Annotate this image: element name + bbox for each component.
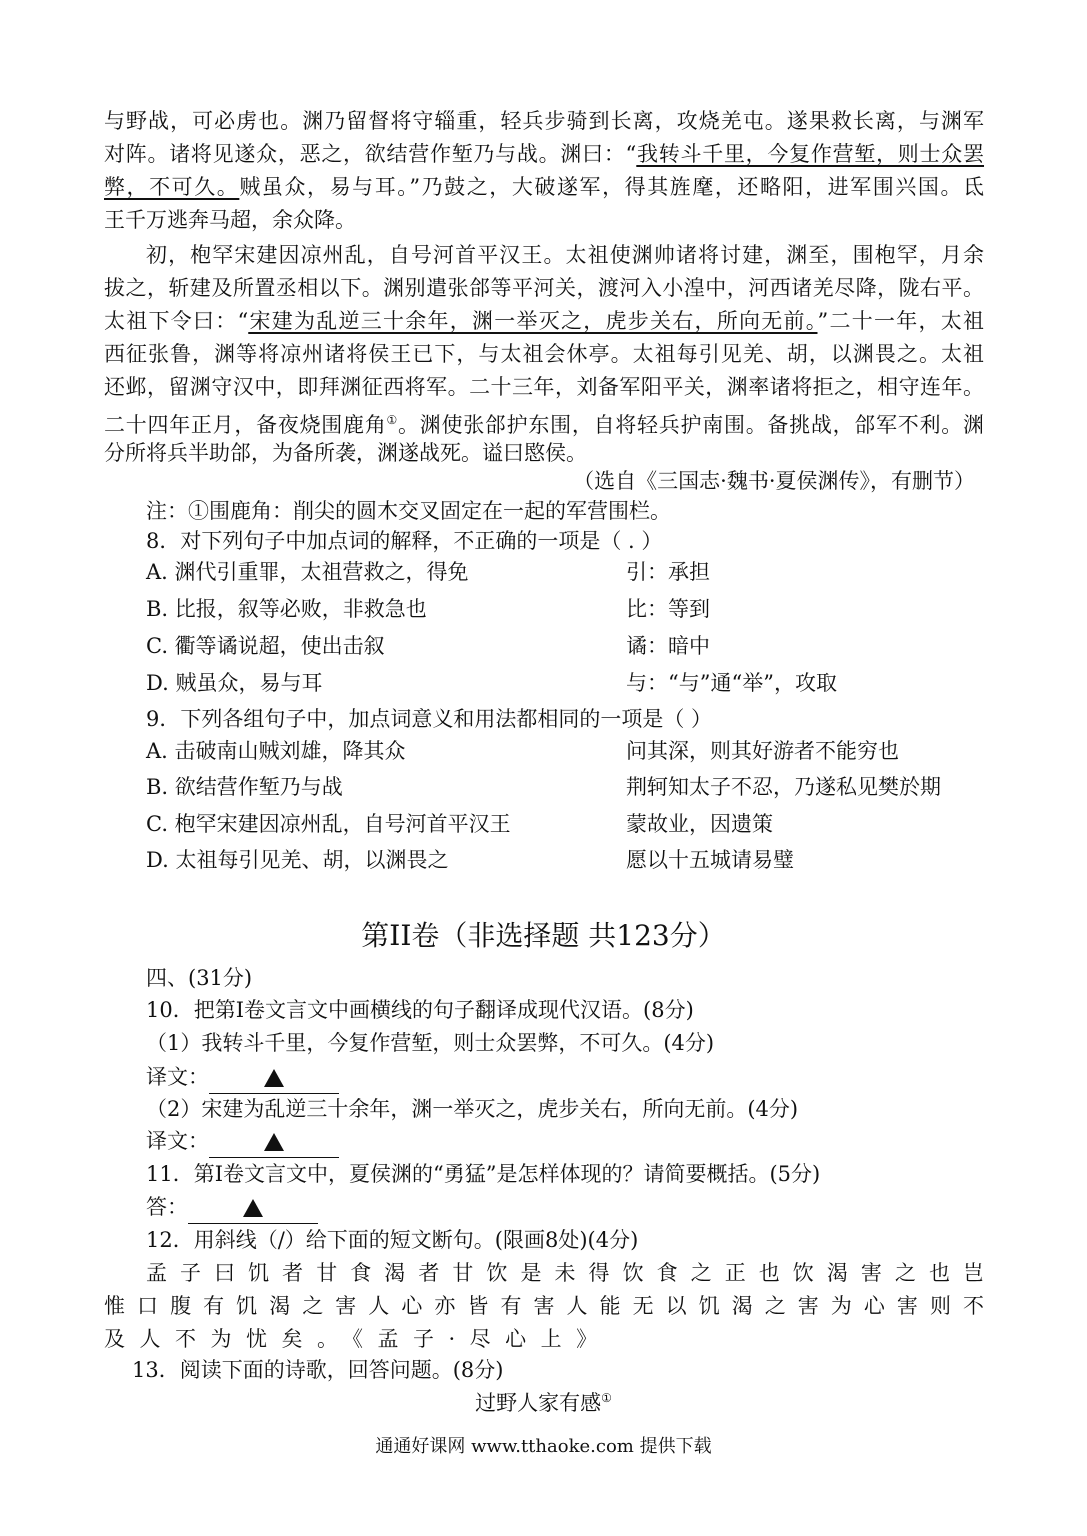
q9-option-b: B. 欲结营作堑乃与战 — [146, 775, 343, 799]
q8-option-d-explain: 与：“与”通“举”，攻取 — [626, 671, 837, 695]
q9-option-a-compare: 问其深，则其好游者不能穷也 — [626, 739, 899, 763]
q8-option-b: B. 比报，叙等必败，非救急也 — [146, 597, 427, 621]
passage-text: 。渊使张郃护东围，自将轻兵护南围。备挑战，郃军不利。渊 — [398, 413, 984, 437]
answer-row — [146, 1193, 318, 1222]
passage-line: 西征张鲁，渊等将凉州诸将侯王已下，与太祖会休亭。太祖每引见羌、胡，以渊畏之。太祖 — [104, 342, 984, 366]
underlined-sentence: 我转斗千里，今复作营堑，则士众罢 — [636, 142, 985, 166]
source-citation: （选自《三国志·魏书·夏侯渊传》，有删节） — [573, 469, 975, 493]
passage-line: 拔之，斩建及所置丞相以下。渊别遣张郃等平河关，渡河入小湟中，河西诸羌尽降，陇右平。 — [104, 276, 984, 300]
triangle-icon — [264, 1069, 284, 1087]
q9-option-b-compare: 荆轲知太子不忍，乃遂私见樊於期 — [626, 775, 941, 799]
passage-line: 还邺，留渊守汉中，即拜渊征西将军。二十三年，刘备军阳平关，渊率诸将拒之，相守连年。 — [104, 375, 984, 399]
passage-text: ”二十一年，太祖 — [817, 309, 984, 333]
punctuation-text-line: 及人不为忧矣。《孟子·尽心上》 — [104, 1327, 612, 1351]
passage-line — [104, 140, 984, 168]
q8-option-c: C. 衢等谲说超，使出击叙 — [146, 634, 385, 658]
q8-option-d: D. 贼虽众，易与耳 — [146, 671, 323, 695]
answer-blank[interactable] — [209, 1065, 339, 1094]
q9-option-d-compare: 愿以十五城请易璧 — [626, 848, 794, 872]
answer-blank[interactable] — [188, 1195, 318, 1224]
q8-option-b-explain: 比：等到 — [626, 597, 710, 621]
underlined-sentence: 弊，不可久。 — [104, 175, 240, 199]
passage-line: 初，枹罕宋建因凉州乱，自号河首平汉王。太祖使渊帅诸将讨建，渊至，围枹罕，月余 — [146, 243, 984, 267]
passage-text: 太祖下令曰：“ — [104, 309, 249, 333]
question-8-stem: 8．对下列句子中加点词的解释，不正确的一项是（ . ） — [146, 529, 663, 553]
answer-label: 答： — [146, 1195, 188, 1219]
passage-line — [104, 173, 984, 201]
poem-title-text: 过野人家有感 — [475, 1391, 602, 1415]
underlined-sentence: 宋建为乱逆三十余年，渊一举灭之，虎步关右，所向无前。 — [248, 309, 818, 333]
answer-blank[interactable] — [209, 1129, 339, 1158]
punctuation-text-line: 孟子曰饥者甘食渴者甘饮是未得饮食之正也饮渴害之也岂 — [146, 1261, 984, 1285]
q9-option-a: A. 击破南山贼刘雄，降其众 — [146, 739, 406, 763]
q8-option-c-explain: 谲：暗中 — [626, 634, 710, 658]
passage-text: 对阵。诸将见遂众，恶之，欲结营作堑乃与战。渊曰：“ — [104, 142, 637, 166]
question-11-stem: 11．第I卷文言文中，夏侯渊的“勇猛”是怎样体现的？请简要概括。(5分) — [146, 1162, 821, 1186]
question-9-stem: 9．下列各组句子中，加点词意义和用法都相同的一项是（ ） — [146, 707, 713, 731]
passage-line — [104, 307, 984, 335]
passage-text: 二十四年正月，备夜烧围鹿角 — [104, 413, 387, 437]
question-10-2: （2）宋建为乱逆三十余年，渊一举灭之，虎步关右，所向无前。(4分) — [146, 1097, 799, 1121]
footnote-marker: ① — [601, 1391, 612, 1405]
translate-label: 译文： — [146, 1129, 209, 1153]
passage-text: 贼虽众，易与耳。”乃鼓之，大破遂军，得其旌麾，还略阳，进军围兴国。氐 — [239, 175, 985, 199]
passage-line — [104, 406, 984, 439]
q9-option-c-compare: 蒙故业，因遗策 — [626, 812, 773, 836]
footnote-marker: ① — [386, 413, 398, 427]
footnote: 注：①围鹿角：削尖的圆木交叉固定在一起的军营围栏。 — [146, 499, 671, 523]
translate-label: 译文： — [146, 1065, 209, 1089]
poem-title — [0, 1387, 1087, 1417]
question-10-stem: 10．把第I卷文言文中画横线的句子翻译成现代汉语。(8分) — [146, 998, 694, 1022]
q9-option-c: C. 枹罕宋建因凉州乱，自号河首平汉王 — [146, 812, 511, 836]
translate-row — [146, 1127, 339, 1156]
part-heading: 四、(31分) — [146, 966, 253, 990]
page-footer: 通通好课网 www.tthaoke.com 提供下载 — [375, 1436, 712, 1457]
triangle-icon — [264, 1133, 284, 1151]
triangle-icon — [243, 1199, 263, 1217]
q8-option-a-explain: 引：承担 — [626, 560, 710, 584]
passage-line: 与野战，可必虏也。渊乃留督将守辎重，轻兵步骑到长离，攻烧羌屯。遂果救长离，与渊军 — [104, 109, 984, 133]
q9-option-d: D. 太祖每引见羌、胡，以渊畏之 — [146, 848, 449, 872]
passage-line: 分所将兵半助郃，为备所袭，渊遂战死。谥曰愍侯。 — [104, 441, 587, 465]
punctuation-text-line: 惟口腹有饥渴之害人心亦皆有害人能无以饥渴之害为心害则不 — [104, 1294, 984, 1318]
question-12-stem: 12．用斜线（/）给下面的短文断句。(限画8处)(4分) — [146, 1228, 639, 1252]
q8-option-a: A. 渊代引重罪，太祖营救之，得免 — [146, 560, 469, 584]
passage-line: 王千万逃奔马超，余众降。 — [104, 208, 356, 232]
section-title: 第II卷（非选择题 共123分） — [361, 919, 726, 952]
question-10-1: （1）我转斗千里，今复作营堑，则士众罢弊，不可久。(4分) — [146, 1031, 715, 1055]
translate-row — [146, 1063, 339, 1092]
question-13-stem: 13．阅读下面的诗歌，回答问题。(8分) — [132, 1358, 504, 1382]
